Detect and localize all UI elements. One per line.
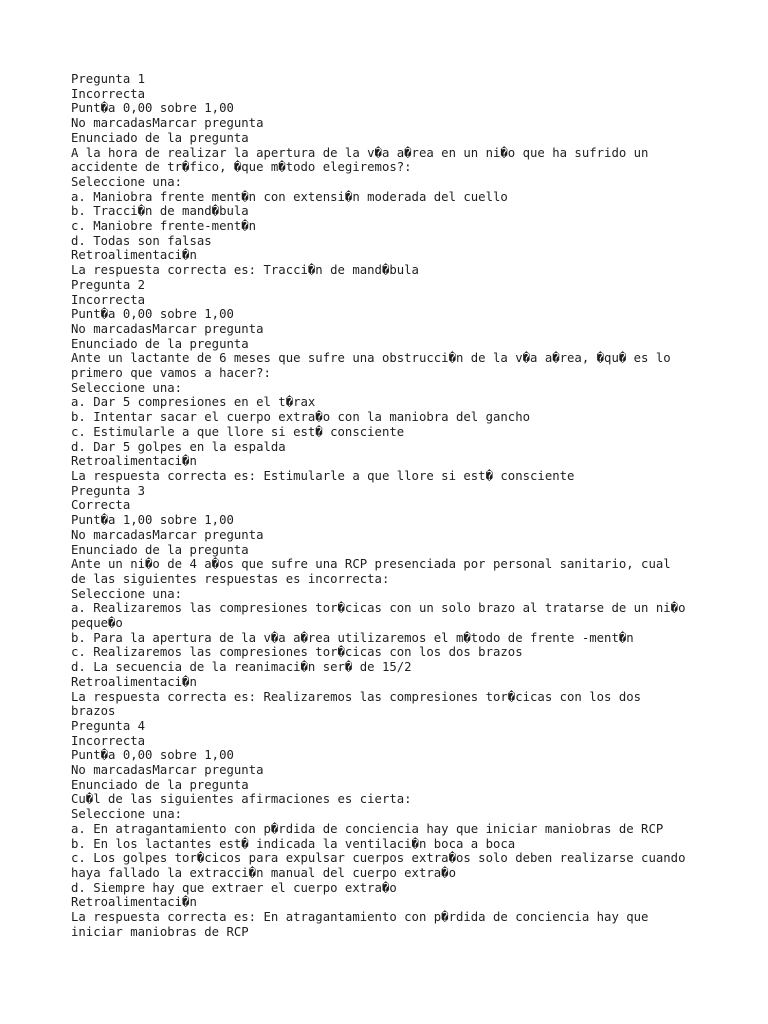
- question-score: Punt�a 0,00 sobre 1,00: [71, 101, 234, 116]
- answer-option: a. En atragantamiento con p�rdida de conciencia hay que iniciar maniobras de RCP: [71, 821, 664, 836]
- answer-option: a. Realizaremos las compresiones tor�cicas con un solo brazo al tratarse de un ni�o peque�o: [71, 601, 686, 631]
- correct-answer: brazos: [71, 704, 116, 719]
- question-3: [71, 484, 711, 719]
- question-text-line: Ante un ni�o de 4 a�os que sufre una RCP presenciada por personal sanitario, cual: [71, 557, 671, 572]
- feedback-label: Retroalimentaci�n: [71, 674, 197, 689]
- select-label: Seleccione una:: [71, 807, 183, 822]
- question-1: [71, 72, 711, 278]
- answer-option: b. Intentar sacar el cuerpo extra�o con la maniobra del gancho: [71, 410, 531, 425]
- select-label: Seleccione una:: [71, 586, 183, 601]
- feedback-label: Retroalimentaci�n: [71, 895, 197, 910]
- answer-option: d. Siempre hay que extraer el cuerpo extra�o: [71, 880, 397, 895]
- flag-question-text: No marcadasMarcar pregunta: [71, 527, 264, 542]
- flag-question-text: No marcadasMarcar pregunta: [71, 116, 264, 131]
- answer-option: b. En los lactantes est� indicada la ventilaci�n boca a boca: [71, 836, 516, 851]
- correct-answer: La respuesta correcta es: Tracci�n de mand�bula: [71, 263, 419, 278]
- question-status: Incorrecta: [71, 292, 146, 307]
- question-text-line: A la hora de realizar la apertura de la v�a a�rea en un ni�o que ha sufrido un: [71, 145, 649, 160]
- select-label: Seleccione una:: [71, 174, 183, 189]
- answer-option: c. Realizaremos las compresiones tor�cicas con los dos brazos: [71, 645, 523, 660]
- question-score: Punt�a 0,00 sobre 1,00: [71, 307, 234, 322]
- answer-option: b. Tracci�n de mand�bula: [71, 204, 249, 219]
- question-status: Correcta: [71, 498, 131, 513]
- quiz-review-document: [71, 72, 711, 939]
- statement-label: Enunciado de la pregunta: [71, 130, 249, 145]
- statement-label: Enunciado de la pregunta: [71, 777, 249, 792]
- question-title: Pregunta 3: [71, 483, 146, 498]
- feedback-label: Retroalimentaci�n: [71, 454, 197, 469]
- question-title: Pregunta 1: [71, 72, 146, 86]
- question-text-line: primero que vamos a hacer?:: [71, 366, 271, 381]
- statement-label: Enunciado de la pregunta: [71, 336, 249, 351]
- correct-answer: La respuesta correcta es: En atragantamiento con p�rdida de conciencia hay que: [71, 910, 649, 925]
- feedback-label: Retroalimentaci�n: [71, 248, 197, 263]
- answer-option: c. Los golpes tor�cicos para expulsar cuerpos extra�os solo deben realizarse cuando haya fallado la extracci�n manual del cuerpo extra�o: [71, 851, 686, 880]
- question-title: Pregunta 4: [71, 718, 146, 733]
- flag-question-text: No marcadasMarcar pregunta: [71, 763, 264, 778]
- question-text-line: Ante un lactante de 6 meses que sufre una obstrucci�n de la v�a a�rea, �qu� es lo: [71, 351, 671, 366]
- question-status: Incorrecta: [71, 733, 146, 748]
- answer-option: c. Estimularle a que llore si est� consciente: [71, 424, 405, 439]
- question-text-line: accidente de tr�fico, �que m�todo elegiremos?:: [71, 160, 412, 175]
- answer-option: c. Maniobre frente-ment�n: [71, 219, 257, 234]
- question-title: Pregunta 2: [71, 277, 146, 292]
- answer-option: a. Maniobra frente ment�n con extensi�n moderada del cuello: [71, 189, 508, 204]
- question-text-line: de las siguientes respuestas es incorrecta:: [71, 571, 390, 586]
- question-score: Punt�a 1,00 sobre 1,00: [71, 513, 234, 528]
- correct-answer: La respuesta correcta es: Estimularle a que llore si est� consciente: [71, 468, 575, 483]
- correct-answer: La respuesta correcta es: Realizaremos las compresiones tor�cicas con los dos: [71, 689, 642, 704]
- answer-option: d. Todas son falsas: [71, 233, 212, 248]
- question-score: Punt�a 0,00 sobre 1,00: [71, 748, 234, 763]
- select-label: Seleccione una:: [71, 380, 183, 395]
- statement-label: Enunciado de la pregunta: [71, 542, 249, 557]
- answer-option: d. Dar 5 golpes en la espalda: [71, 439, 286, 454]
- answer-option: a. Dar 5 compresiones en el t�rax: [71, 395, 316, 410]
- correct-answer: iniciar maniobras de RCP: [71, 924, 249, 939]
- question-text-line: Cu�l de las siguientes afirmaciones es cierta:: [71, 792, 412, 807]
- flag-question-text: No marcadasMarcar pregunta: [71, 321, 264, 336]
- question-2: [71, 278, 711, 484]
- answer-option: b. Para la apertura de la v�a a�rea utilizaremos el m�todo de frente -ment�n: [71, 630, 634, 645]
- question-status: Incorrecta: [71, 86, 146, 101]
- question-4: [71, 719, 711, 940]
- answer-option: d. La secuencia de la reanimaci�n ser� de 15/2: [71, 660, 412, 675]
